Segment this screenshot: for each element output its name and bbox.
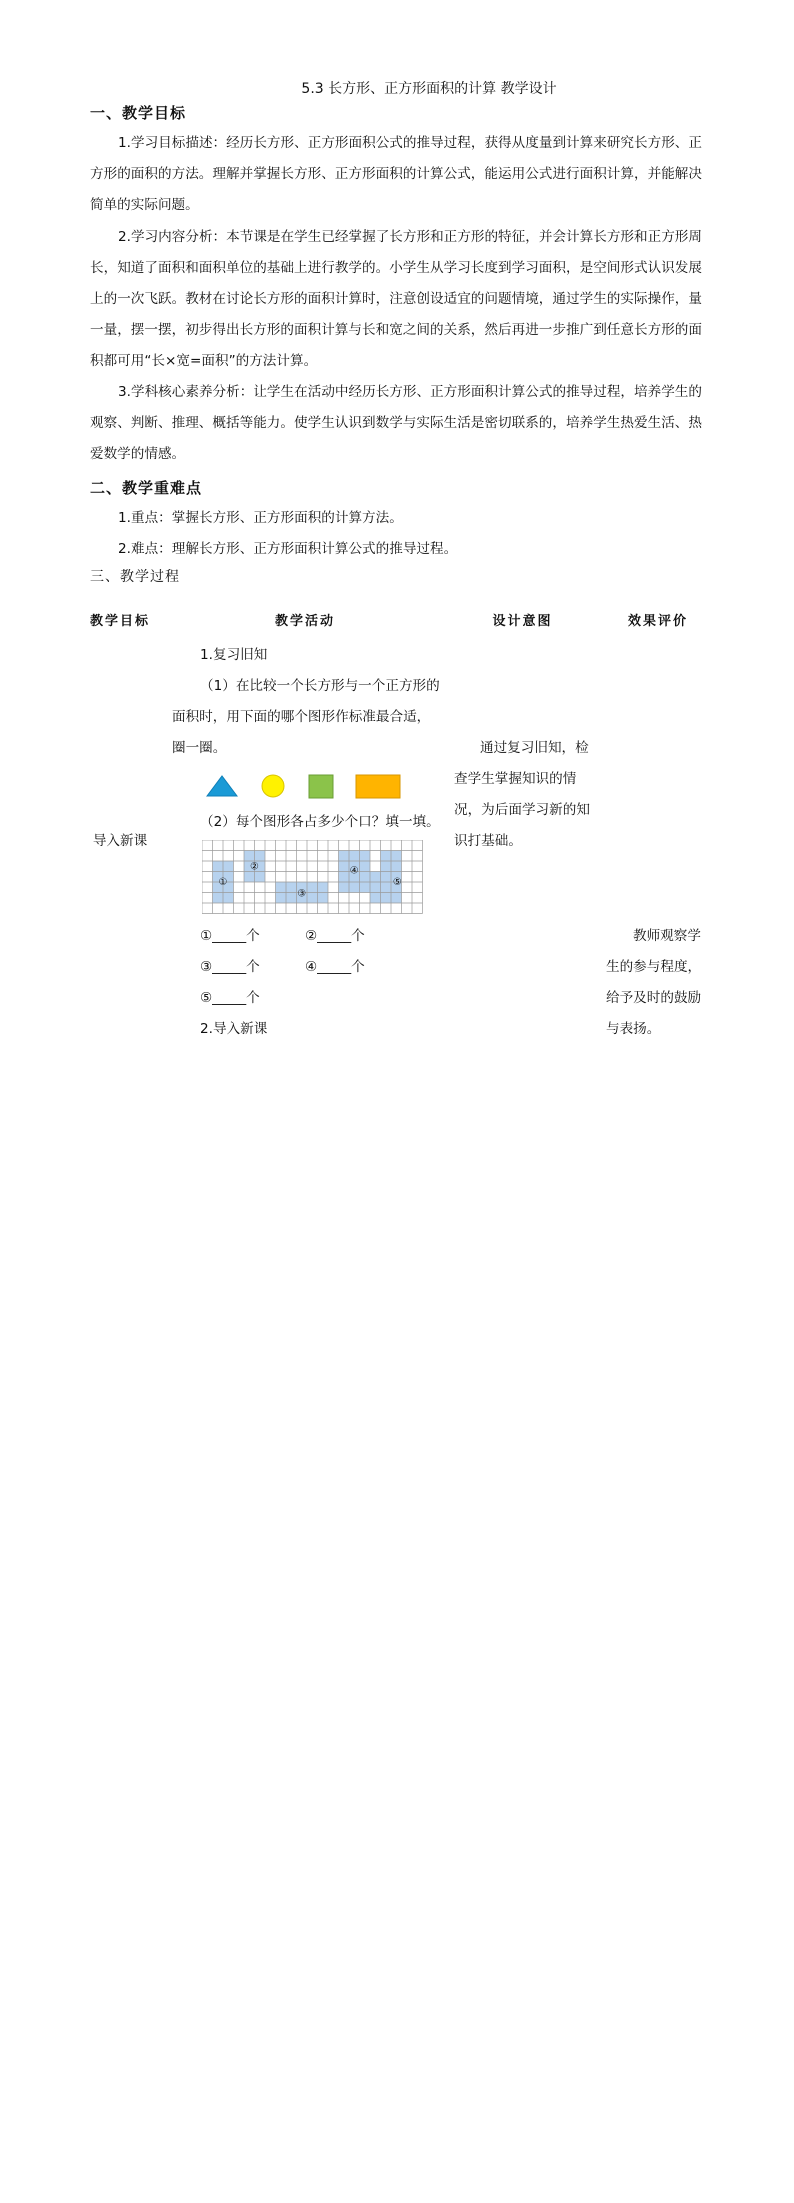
intent-line-2: 查学生掌握知识的情 bbox=[454, 771, 577, 787]
intent-line-3: 况，为后面学习新的知 bbox=[454, 802, 590, 818]
rectangle-shape bbox=[356, 775, 400, 798]
activity-q1-line-b: 面积时，用下面的哪个图形作标准最合适， bbox=[172, 709, 431, 725]
square-grid-figure bbox=[202, 840, 423, 916]
table-header-intent: 设计意图 bbox=[492, 614, 553, 629]
objective-paragraph-1-text: 1.学习目标描述：经历长方形、正方形面积公式的推导过程，获得从度量到计算来研究长方形、正方形的面积的方法。理解并掌握长方形、正方形面积的计算公式，能运用公式进行面积计算，并能解决简单的实际问题。 bbox=[90, 135, 702, 213]
row-label: 导入新课 bbox=[92, 833, 148, 849]
fill-blank-1: ①_____个 bbox=[200, 928, 260, 944]
table-header-activity: 教学活动 bbox=[274, 614, 335, 629]
square-shape bbox=[309, 775, 333, 798]
activity-q1-line-c: 圈一圈。 bbox=[172, 740, 227, 756]
objective-paragraph-2 bbox=[90, 222, 702, 377]
grid-shape-label: ③ bbox=[297, 888, 307, 900]
evaluation-line-2: 生的参与程度， bbox=[606, 959, 702, 975]
grid-shape-label: ⑤ bbox=[392, 877, 402, 889]
fill-blank-4: ④_____个 bbox=[305, 959, 365, 975]
grid-shape-label: ② bbox=[250, 861, 259, 873]
key-point-2-text: 2.难点：理解长方形、正方形面积计算公式的推导过程。 bbox=[118, 541, 458, 557]
section-heading-process: 三、教学过程 bbox=[90, 569, 180, 585]
key-point-1-text: 1.重点：掌握长方形、正方形面积的计算方法。 bbox=[118, 510, 403, 526]
circle-shape bbox=[262, 775, 284, 797]
fill-blank-3: ③_____个 bbox=[200, 959, 260, 975]
document-title: 5.3 长方形、正方形面积的计算 教学设计 bbox=[301, 81, 557, 97]
activity-q1-line-a: （1）在比较一个长方形与一个正方形的 bbox=[200, 678, 440, 694]
fill-blank-2: ②_____个 bbox=[305, 928, 365, 944]
evaluation-line-3: 给予及时的鼓励 bbox=[606, 990, 702, 1006]
triangle-shape bbox=[207, 776, 237, 796]
objective-paragraph-3-text: 3.学科核心素养分析：让学生在活动中经历长方形、正方形面积计算公式的推导过程，培养学生的观察、判断、推理、概括等能力。使学生认识到数学与实际生活是密切联系的，培养学生热爱生活、热爱数学的情感。 bbox=[90, 384, 702, 462]
objective-paragraph-1 bbox=[90, 128, 702, 221]
activity-intro-heading: 2.导入新课 bbox=[200, 1021, 268, 1037]
key-point-1 bbox=[90, 503, 702, 534]
objective-paragraph-2-text: 2.学习内容分析：本节课是在学生已经掌握了长方形和正方形的特征，并会计算长方形和正方形周长，知道了面积和面积单位的基础上进行教学的。小学生从学习长度到学习面积，是空间形式认识发展上的一次飞跃。教材在讨论长方形的面积计算时，注意创设适宜的问题情境，通过学生的实际操作，量一量，摆一摆，初步得出长方形的面积计算与长和宽之间的关系，然后再进一步推广到任意长方形的面积都可用“长×宽=面积”的方法计算。 bbox=[90, 229, 702, 369]
section-heading-objectives: 一、教学目标 bbox=[90, 104, 187, 122]
table-header-objective: 教学目标 bbox=[89, 614, 150, 629]
activity-q2: （2）每个图形各占多少个口？填一填。 bbox=[200, 814, 440, 830]
grid-shape-label: ① bbox=[218, 877, 228, 889]
intent-line-4: 识打基础。 bbox=[454, 833, 522, 849]
intent-line-1: 通过复习旧知，检 bbox=[480, 740, 589, 756]
evaluation-line-1: 教师观察学 bbox=[633, 928, 701, 944]
objective-paragraph-3 bbox=[90, 377, 702, 470]
grid-shape-label: ④ bbox=[349, 865, 359, 877]
key-point-2 bbox=[90, 534, 702, 565]
table-header-evaluation: 效果评价 bbox=[627, 614, 688, 629]
activity-review-heading: 1.复习旧知 bbox=[200, 647, 268, 663]
evaluation-line-4: 与表扬。 bbox=[606, 1021, 661, 1037]
fill-blank-5: ⑤_____个 bbox=[200, 990, 260, 1006]
standard-shapes bbox=[200, 770, 410, 802]
section-heading-key-points: 二、教学重难点 bbox=[90, 479, 203, 497]
